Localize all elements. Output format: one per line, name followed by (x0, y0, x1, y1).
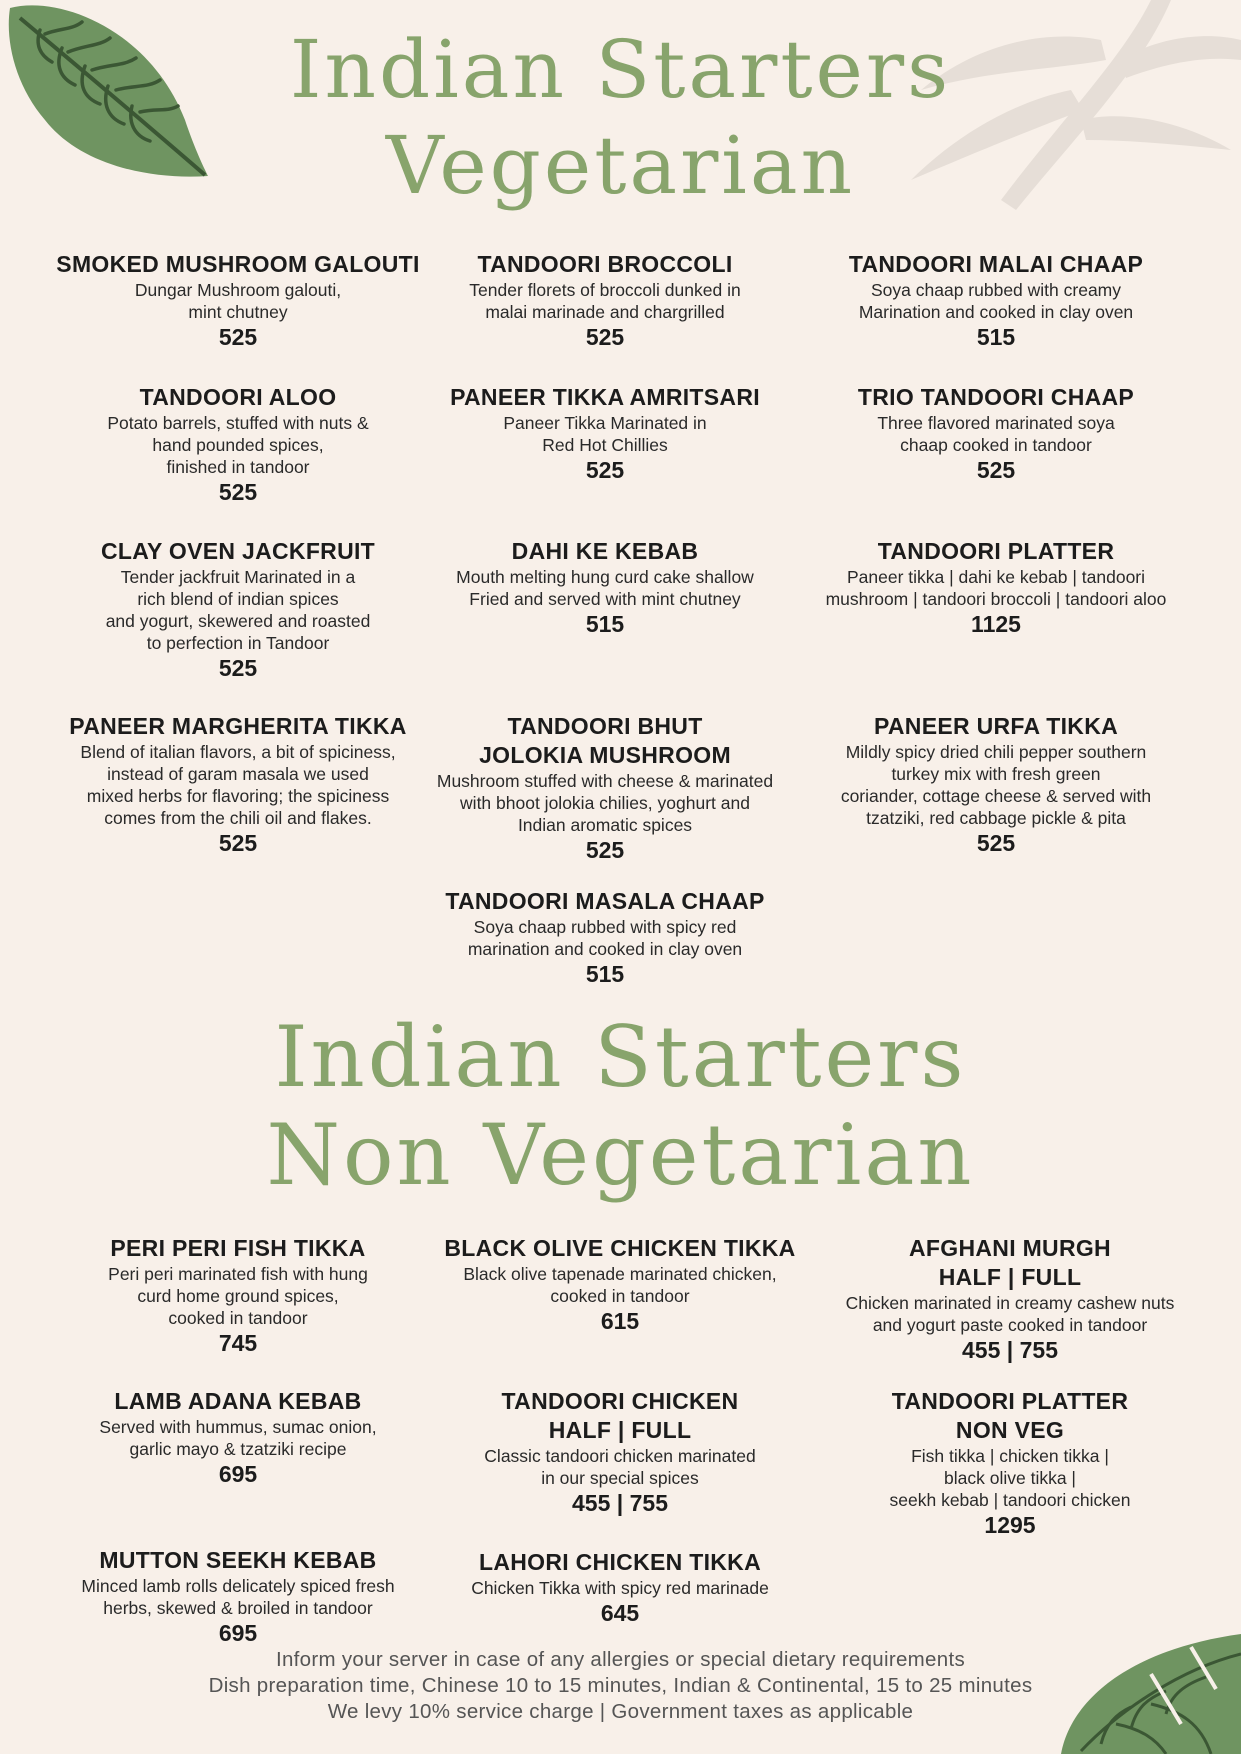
item-desc: Red Hot Chillies (542, 435, 668, 455)
item-name: HALF | FULL (548, 1417, 692, 1443)
menu-item-tandoori-malai-chaap (801, 250, 1191, 351)
menu-item-tandoori-masala-chaap (410, 887, 800, 988)
item-name: CLAY OVEN JACKFRUIT (100, 538, 376, 564)
item-price: 525 (218, 655, 258, 681)
item-price: 615 (600, 1308, 640, 1334)
footer-allergy-note: Inform your server in case of any allergies or special dietary requirements (275, 1648, 966, 1671)
menu-item-peri-peri-fish-tikka (43, 1234, 433, 1357)
item-price: 645 (600, 1600, 640, 1626)
item-desc: Paneer Tikka Marinated in (503, 413, 707, 433)
item-name: TANDOORI ALOO (139, 384, 337, 410)
item-desc: curd home ground spices, (137, 1286, 339, 1306)
item-price: 515 (585, 611, 625, 637)
item-name: SMOKED MUSHROOM GALOUTI (56, 251, 420, 277)
item-desc: Chicken marinated in creamy cashew nuts (845, 1293, 1175, 1313)
item-price: 525 (976, 830, 1016, 856)
veg-section-title (0, 23, 1241, 212)
item-desc: chaap cooked in tandoor (900, 435, 1092, 455)
menu-item-paneer-urfa-tikka (801, 712, 1191, 857)
nonveg-section-title (0, 1008, 1241, 1204)
item-name: PANEER TIKKA AMRITSARI (450, 384, 760, 410)
item-desc: Black olive tapenade marinated chicken, (463, 1264, 777, 1284)
menu-item-paneer-margherita-tikka (43, 712, 433, 857)
item-desc: Potato barrels, stuffed with nuts & (107, 413, 369, 433)
menu-item-tandoori-chicken (425, 1387, 815, 1517)
item-price: 515 (976, 324, 1016, 350)
item-desc: Blend of italian flavors, a bit of spiciness, (80, 742, 396, 762)
item-desc: Mushroom stuffed with cheese & marinated (436, 771, 774, 791)
menu-item-lamb-adana-kebab (43, 1387, 433, 1488)
item-desc: Indian aromatic spices (517, 815, 693, 835)
item-price: 525 (585, 457, 625, 483)
item-name: DAHI KE KEBAB (511, 538, 699, 564)
item-desc: mixed herbs for flavoring; the spiciness (86, 786, 390, 806)
footer-prep-time-note: Dish preparation time, Chinese 10 to 15 minutes, Indian & Continental, 15 to 25 minutes (208, 1674, 1033, 1697)
item-price: 745 (218, 1330, 258, 1356)
item-name: BLACK OLIVE CHICKEN TIKKA (444, 1235, 796, 1261)
menu-item-tandoori-broccoli (410, 250, 800, 351)
item-name: TANDOORI PLATTER (891, 1388, 1129, 1414)
item-price: 515 (585, 961, 625, 987)
item-name: PERI PERI FISH TIKKA (110, 1235, 366, 1261)
item-desc: Paneer tikka | dahi ke kebab | tandoori (846, 567, 1146, 587)
item-price: 525 (218, 830, 258, 856)
nonveg-title-line-1: Indian Starters (274, 1008, 967, 1106)
item-desc: and yogurt, skewered and roasted (105, 611, 371, 631)
item-desc: in our special spices (541, 1468, 699, 1488)
item-desc: Chicken Tikka with spicy red marinade (471, 1578, 769, 1598)
menu-item-mutton-seekh-kebab (43, 1546, 433, 1647)
footer-service-charge-note: We levy 10% service charge | Government taxes as applicable (327, 1700, 914, 1723)
item-desc: to perfection in Tandoor (146, 633, 330, 653)
item-name: PANEER URFA TIKKA (873, 713, 1119, 739)
item-price: 1295 (984, 1512, 1036, 1538)
item-price: 695 (218, 1461, 258, 1487)
item-desc: mint chutney (188, 302, 288, 322)
item-name: AFGHANI MURGH (909, 1235, 1111, 1261)
item-name: JOLOKIA MUSHROOM (479, 742, 731, 768)
item-desc: black olive tikka | (944, 1468, 1076, 1488)
item-name: TANDOORI MASALA CHAAP (445, 888, 765, 914)
nonveg-title-line-2: Non Vegetarian (266, 1106, 975, 1204)
item-desc: Soya chaap rubbed with creamy (871, 280, 1121, 300)
item-desc: with bhoot jolokia chilies, yoghurt and (460, 793, 750, 813)
item-price: 1125 (971, 611, 1021, 637)
item-desc: rich blend of indian spices (137, 589, 339, 609)
item-name: PANEER MARGHERITA TIKKA (69, 713, 407, 739)
item-price: 525 (218, 324, 258, 350)
menu-item-black-olive-chicken-tikka (425, 1234, 815, 1335)
menu-item-tandoori-platter (796, 537, 1196, 638)
menu-item-lahori-chicken-tikka (425, 1548, 815, 1627)
item-price: 455 | 755 (572, 1490, 668, 1516)
item-desc: Tender jackfruit Marinated in a (120, 567, 356, 587)
item-desc: garlic mayo & tzatziki recipe (129, 1439, 347, 1459)
menu-item-tandoori-bhut-jolokia-mushroom (410, 712, 800, 864)
item-desc: Served with hummus, sumac onion, (99, 1417, 377, 1437)
veg-title-line-1: Indian Starters (289, 23, 952, 116)
item-name: NON VEG (955, 1417, 1065, 1443)
item-desc: finished in tandoor (166, 457, 310, 477)
item-name: TANDOORI BROCCOLI (477, 251, 733, 277)
menu-item-clay-oven-jackfruit (43, 537, 433, 682)
item-desc: and yogurt paste cooked in tandoor (872, 1315, 1148, 1335)
item-desc: coriander, cottage cheese & served with (840, 786, 1152, 806)
item-desc: cooked in tandoor (168, 1308, 308, 1328)
item-desc: Peri peri marinated fish with hung (108, 1264, 368, 1284)
item-desc: Fish tikka | chicken tikka | (911, 1446, 1109, 1466)
item-price: 525 (585, 324, 625, 350)
item-desc: Classic tandoori chicken marinated (484, 1446, 756, 1466)
menu-item-paneer-tikka-amritsari (410, 383, 800, 484)
menu-item-smoked-mushroom-galouti (43, 250, 433, 351)
item-name: TANDOORI BHUT (507, 713, 703, 739)
item-desc: Three flavored marinated soya (877, 413, 1115, 433)
menu-item-tandoori-aloo (43, 383, 433, 506)
item-desc: Fried and served with mint chutney (469, 589, 741, 609)
item-desc: marination and cooked in clay oven (467, 939, 743, 959)
item-desc: Mildly spicy dried chili pepper southern (845, 742, 1147, 762)
item-desc: hand pounded spices, (152, 435, 324, 455)
item-name: MUTTON SEEKH KEBAB (99, 1547, 377, 1573)
item-name: TANDOORI CHICKEN (501, 1388, 739, 1414)
item-desc: malai marinade and chargrilled (485, 302, 725, 322)
item-name: LAHORI CHICKEN TIKKA (479, 1549, 761, 1575)
menu-item-afghani-murgh (815, 1234, 1205, 1364)
item-desc: comes from the chili oil and flakes. (104, 808, 372, 828)
item-price: 525 (976, 457, 1016, 483)
item-desc: mushroom | tandoori broccoli | tandoori aloo (825, 589, 1167, 609)
item-name: TANDOORI MALAI CHAAP (848, 251, 1144, 277)
item-price: 455 | 755 (962, 1337, 1058, 1363)
veg-title-line-2: Vegetarian (385, 119, 856, 212)
item-name: LAMB ADANA KEBAB (114, 1388, 362, 1414)
item-name: TRIO TANDOORI CHAAP (857, 384, 1135, 410)
item-desc: instead of garam masala we used (107, 764, 369, 784)
item-price: 525 (218, 479, 258, 505)
item-name: HALF | FULL (938, 1264, 1082, 1290)
item-price: 525 (585, 837, 625, 863)
item-name: TANDOORI PLATTER (877, 538, 1115, 564)
item-desc: Mouth melting hung curd cake shallow (456, 567, 754, 587)
item-desc: Dungar Mushroom galouti, (134, 280, 342, 300)
item-price: 695 (218, 1620, 258, 1646)
menu-item-tandoori-platter-non-veg (815, 1387, 1205, 1539)
item-desc: turkey mix with fresh green (891, 764, 1101, 784)
item-desc: Minced lamb rolls delicately spiced fresh (81, 1576, 395, 1596)
menu-footer-notes (0, 1647, 1241, 1725)
item-desc: tzatziki, red cabbage pickle & pita (866, 808, 1126, 828)
menu-item-dahi-ke-kebab (410, 537, 800, 638)
item-desc: Soya chaap rubbed with spicy red (473, 917, 737, 937)
item-desc: Tender florets of broccoli dunked in (469, 280, 741, 300)
item-desc: Marination and cooked in clay oven (858, 302, 1134, 322)
item-desc: cooked in tandoor (550, 1286, 690, 1306)
item-desc: herbs, skewed & broiled in tandoor (103, 1598, 373, 1618)
menu-item-trio-tandoori-chaap (801, 383, 1191, 484)
item-desc: seekh kebab | tandoori chicken (889, 1490, 1131, 1510)
